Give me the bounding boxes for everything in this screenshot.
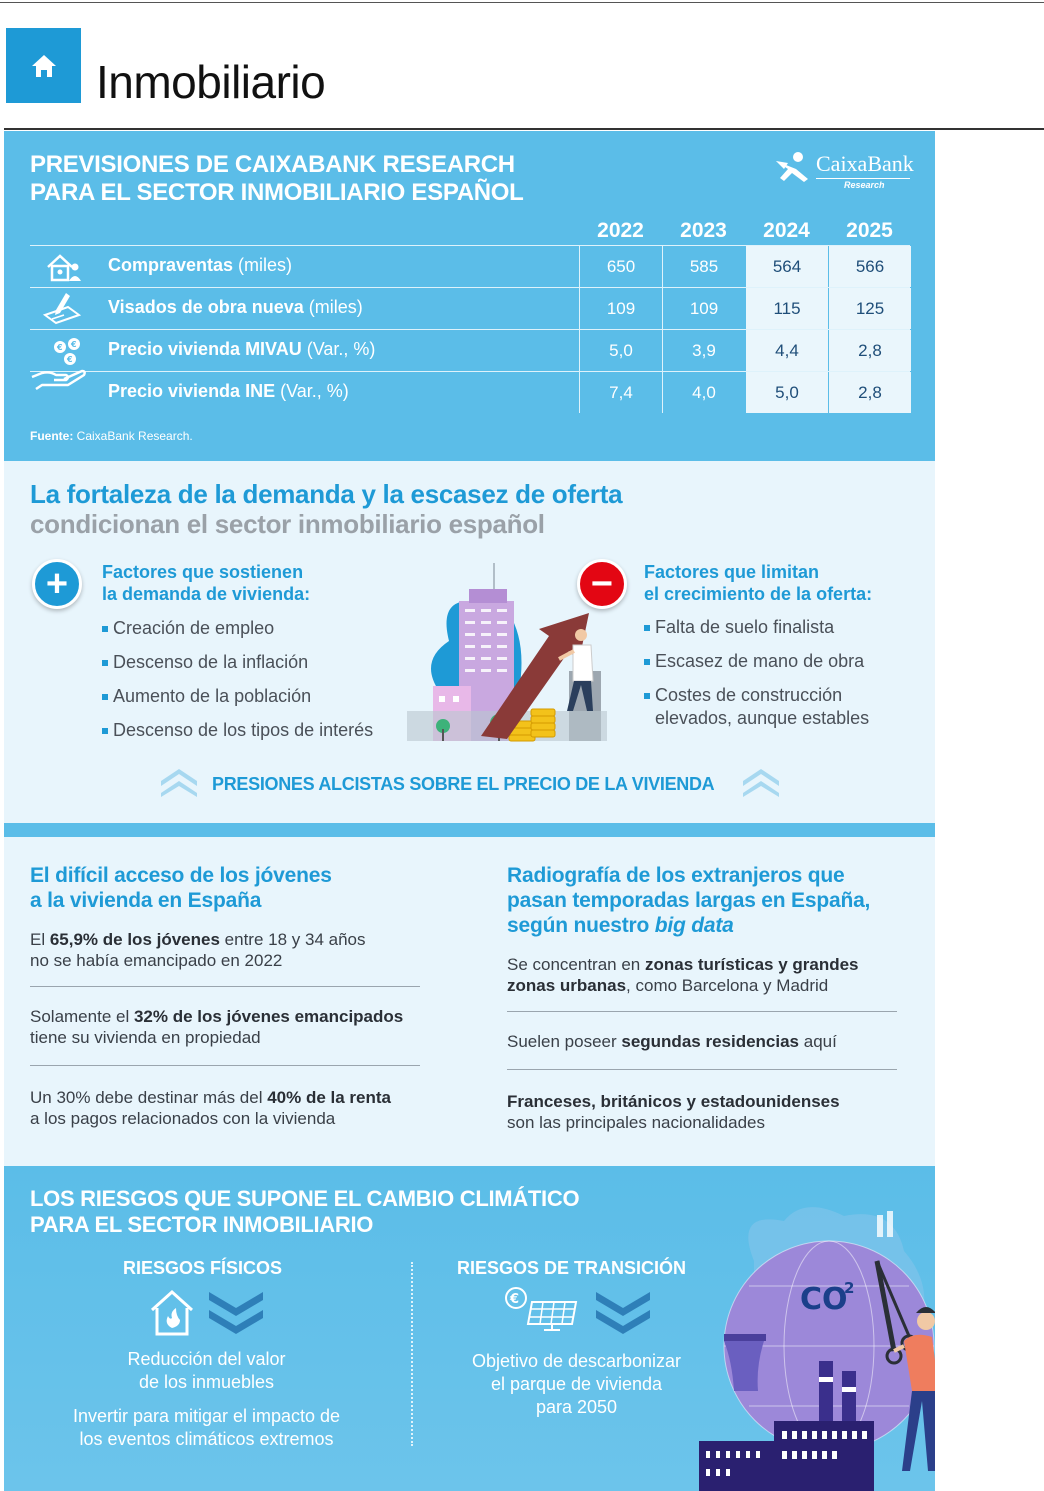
transition-risk-1: Objetivo de descarbonizar el parque de vivienda para 2050 [471, 1351, 682, 1417]
demand-subtitle: condicionan el sector inmobiliario español [30, 509, 545, 539]
table-cell: 650 [579, 246, 662, 287]
foreigners-stat-2: Suelen poseer segundas residencias aquí [507, 1032, 837, 1051]
physical-risk-2: Invertir para mitigar el impacto de los eventos climáticos extremos [72, 1406, 341, 1449]
home-icon [30, 53, 58, 79]
double-chevron-up-icon [159, 765, 199, 797]
forecast-section: PREVISIONES DE CAIXABANK RESEARCH PARA EL SECTOR INMOBILIARIO ESPAÑOL CaixaBank Research 2022 2023 2024 2025 € € € Compraventas (miles) 650 585 564 566 Visados de obra nueva (miles) 109 109 115 125 Precio vivienda MIVAU (Var., %) 5,0 3,9 4,4 2,8 Precio vivienda INE (Var., %) 7,4 4,0 5,0 2,8 Fuente: CaixaBank Research. [4, 131, 935, 461]
table-cell: 2,8 [828, 372, 911, 413]
climate-section [4, 1166, 935, 1491]
youth-stat-2: Solamente el 32% de los jóvenes emancipados tiene su vivienda en propiedad [30, 1007, 404, 1047]
table-cell: 585 [662, 246, 745, 287]
plus-icon: + [32, 559, 82, 609]
list-item: Falta de suelo finalista [655, 617, 835, 637]
transition-risks-title: RIESGOS DE TRANSICIÓN [457, 1258, 687, 1278]
list-item: Costes de construcción [655, 685, 843, 705]
year-header: 2024 [763, 219, 810, 242]
home-button[interactable] [6, 28, 81, 103]
year-header: 2022 [597, 219, 644, 242]
list-item: Escasez de mano de obra [655, 651, 865, 671]
list-item: Aumento de la población [113, 686, 312, 706]
double-chevron-down-icon [594, 1288, 652, 1336]
table-cell: 115 [745, 288, 828, 329]
table-cell: 564 [745, 246, 828, 287]
source-note: Fuente: CaixaBank Research. [30, 429, 193, 443]
year-header: 2023 [680, 219, 727, 242]
star-icon [774, 151, 812, 185]
svg-text:€: € [510, 1292, 520, 1307]
svg-text:€: € [67, 355, 73, 364]
section-divider [4, 823, 935, 837]
svg-text:€: € [57, 343, 63, 352]
euro-solar-panel-icon [502, 1286, 582, 1332]
foreigners-stat-3: Franceses, británicos y estadounidenses son las principales nacionalidades [507, 1092, 840, 1132]
foreigners-stat-1: Se concentran en zonas turísticas y grandes zonas urbanas, como Barcelona y Madrid [507, 955, 859, 995]
demand-section [4, 461, 935, 823]
co2-superscript: 2 [844, 1279, 855, 1297]
svg-text:€: € [71, 340, 77, 349]
physical-risk-1: Reducción del valor de los inmuebles [127, 1349, 286, 1392]
youth-stat-1: El 65,9% de los jóvenes entre 18 y 34 años no se había emancipado en 2022 [30, 930, 366, 970]
physical-risks-title: RIESGOS FÍSICOS [123, 1258, 283, 1278]
youth-foreigners-section [4, 837, 935, 1166]
youth-title: El difícil acceso de los jóvenes a la vivienda en España [30, 864, 332, 912]
list-item-continuation: elevados, aunque estables [655, 708, 870, 728]
table-cell: 4,0 [662, 372, 745, 413]
support-factors-title: Factores que sostienen la demanda de vivienda: [102, 562, 311, 604]
co2-label: CO [800, 1282, 848, 1317]
forecast-row: Precio vivienda MIVAU (Var., %) 5,0 3,9 4,4 2,8 [30, 329, 910, 370]
double-chevron-up-icon [741, 765, 781, 797]
house-fire-icon [148, 1288, 196, 1338]
page-title: Inmobiliario [96, 56, 326, 108]
demand-title: La fortaleza de la demanda y la escasez de oferta [30, 479, 623, 509]
list-item: Creación de empleo [113, 618, 275, 638]
minus-icon: − [577, 559, 627, 609]
table-cell: 5,0 [745, 372, 828, 413]
table-cell: 125 [828, 288, 911, 329]
limit-factors-title: Factores que limitan el crecimiento de la oferta: [644, 562, 873, 604]
climate-title: LOS RIESGOS QUE SUPONE EL CAMBIO CLIMÁTICO PARA EL SECTOR INMOBILIARIO [30, 1186, 580, 1237]
youth-stat-3: Un 30% debe destinar más del 40% de la renta a los pagos relacionados con la vivienda [30, 1088, 391, 1128]
table-cell: 2,8 [828, 330, 911, 371]
pressure-banner: PRESIONES ALCISTAS SOBRE EL PRECIO DE LA VIVIENDA [212, 774, 715, 794]
forecast-row: Compraventas (miles) 650 585 564 566 [30, 245, 910, 286]
forecast-row: Precio vivienda INE (Var., %) 7,4 4,0 5,0 2,8 [30, 371, 910, 412]
table-cell: 5,0 [579, 330, 662, 371]
forecast-title: PREVISIONES DE CAIXABANK RESEARCH PARA EL SECTOR INMOBILIARIO ESPAÑOL [30, 151, 524, 206]
table-cell: 3,9 [662, 330, 745, 371]
table-cell: 109 [662, 288, 745, 329]
table-cell: 4,4 [745, 330, 828, 371]
table-cell: 7,4 [579, 372, 662, 413]
risk-divider [411, 1262, 413, 1446]
climate-illustration [694, 1201, 935, 1491]
forecast-row: Visados de obra nueva (miles) 109 109 115 125 [30, 287, 910, 328]
table-cell: 109 [579, 288, 662, 329]
foreigners-title: Radiografía de los extranjeros que pasan temporadas largas en España, según nuestro big data [507, 864, 871, 937]
double-chevron-down-icon [207, 1288, 265, 1336]
table-cell: 566 [828, 246, 911, 287]
list-item: Descenso de los tipos de interés [113, 720, 374, 740]
top-rule [0, 2, 1044, 3]
year-header: 2025 [846, 219, 893, 242]
title-rule [4, 128, 1044, 130]
list-item: Descenso de la inflación [113, 652, 309, 672]
